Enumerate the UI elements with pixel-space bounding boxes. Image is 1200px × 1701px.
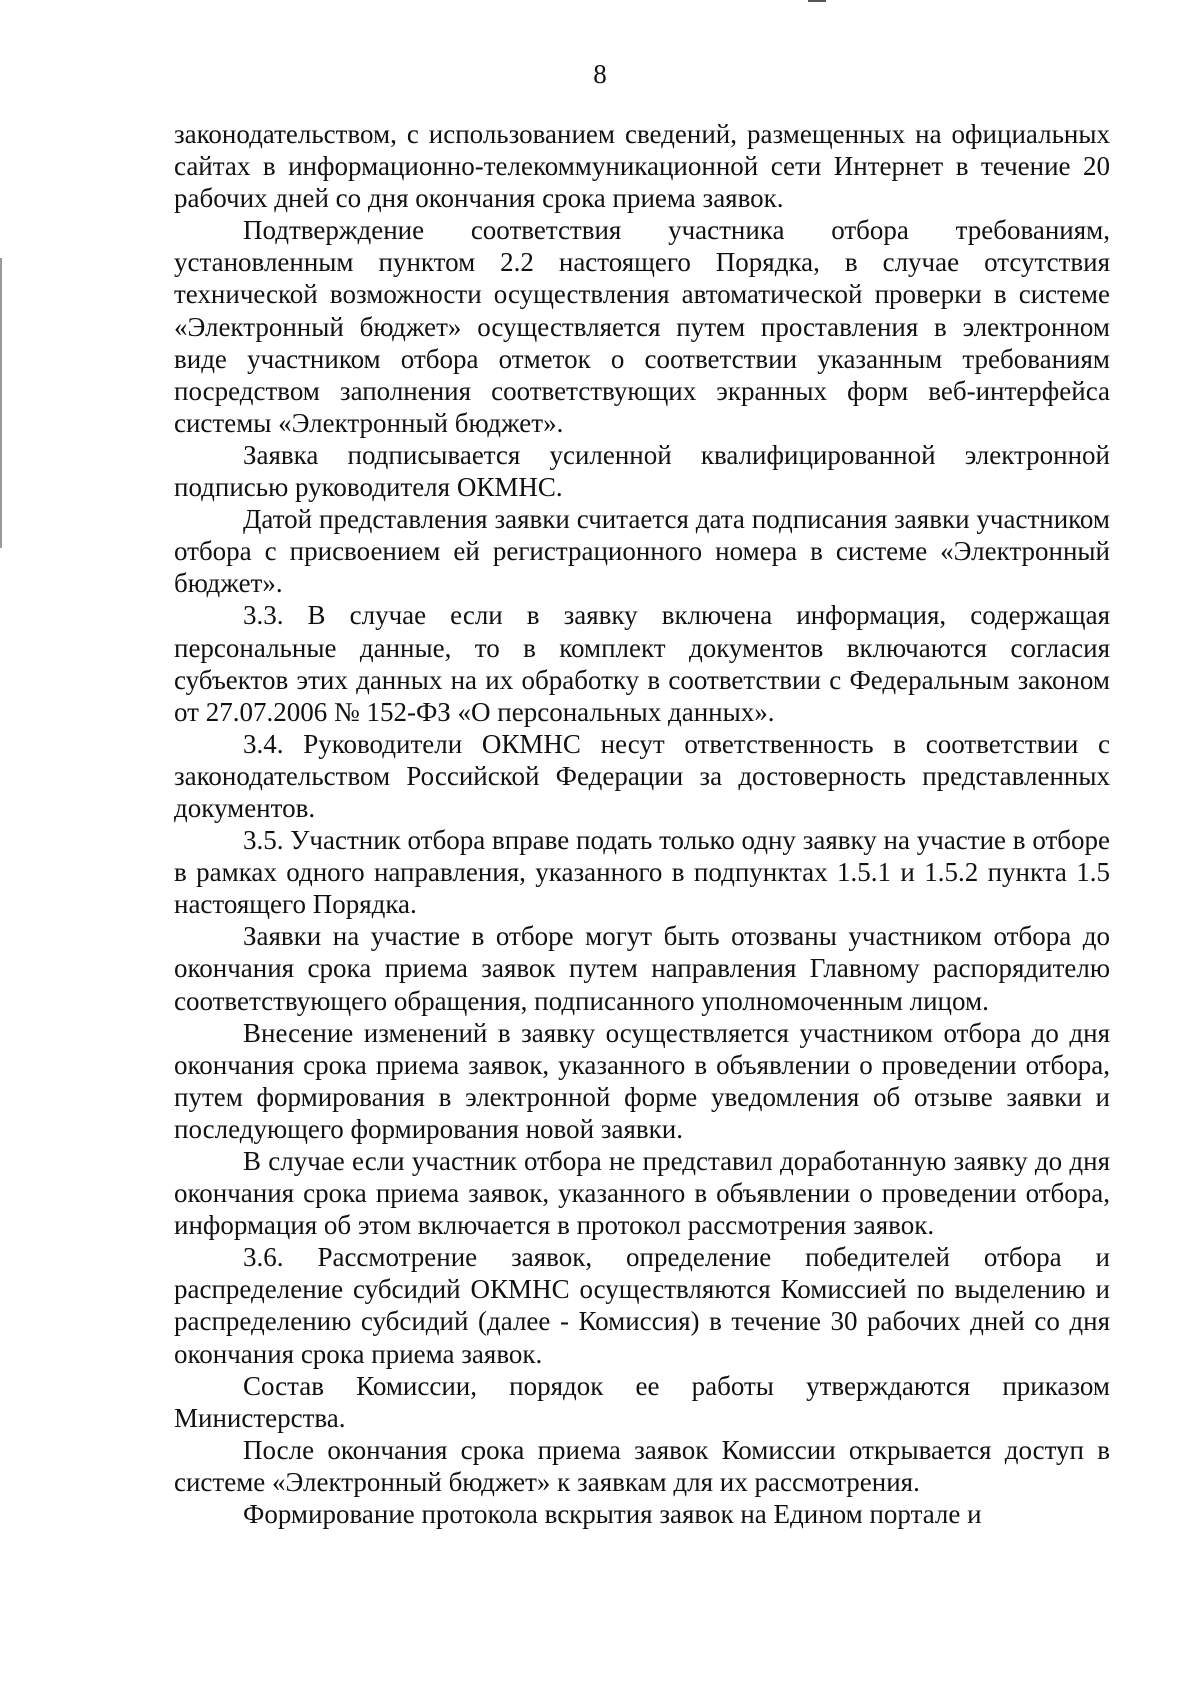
paragraph-confirmation: Подтверждение соответствия участника отбора требованиям, установленным пунктом 2.2 настоящего Порядка, в случае отсутствия технической возможности осуществления автоматической проверки в системе «Электронный бюджет» осуществляется путем проставления в электронном виде участником отбора отметок о соответствии указанным требованиям посредством заполнения соответствующих экранных форм веб-интерфейса системы «Электронный бюджет». xyxy=(174,215,1110,438)
page-number: 8 xyxy=(593,59,607,89)
paragraph-3-4: 3.4. Руководители ОКМНС несут ответственность в соответствии с законодательством Российской Федерации за достоверность представленных документов. xyxy=(174,728,1110,823)
scan-margin-line xyxy=(0,258,2,548)
document-body xyxy=(174,118,1110,1530)
paragraph-continuation: законодательством, с использованием сведений, размещенных на официальных сайтах в информационно-телекоммуникационной сети Интернет в течение 20 рабочих дней со дня окончания срока приема заявок. xyxy=(174,119,1110,214)
paragraph-amendments: Внесение изменений в заявку осуществляется участником отбора до дня окончания срока приема заявок, указанного в объявлении о проведении отбора, путем формирования в электронной форме уведомления об отзыве заявки и последующего формирования новой заявки. xyxy=(174,1017,1110,1144)
paragraph-access: После окончания срока приема заявок Комиссии открывается доступ в системе «Электронный бюджет» к заявкам для их рассмотрения. xyxy=(174,1434,1110,1497)
paragraph-3-6: 3.6. Рассмотрение заявок, определение победителей отбора и распределение субсидий ОКМНС осуществляются Комиссией по выделению и распределению субсидий (далее - Комиссия) в течение 30 рабочих дней со дня окончания срока приема заявок. xyxy=(174,1242,1110,1369)
paragraph-signature: Заявка подписывается усиленной квалифицированной электронной подписью руководителя ОКМНС. xyxy=(174,439,1110,503)
paragraph-3-3: 3.3. В случае если в заявку включена информация, содержащая персональные данные, то в комплект документов включаются согласия субъектов этих данных на их обработку в соответствии с Федеральным законом от 27.07.2006 № 152-ФЗ «О персональных данных». xyxy=(174,600,1110,727)
paragraph-protocol: Формирование протокола вскрытия заявок на Едином портале и xyxy=(243,1499,982,1530)
paragraph-withdrawal: Заявки на участие в отборе могут быть отозваны участником отбора до окончания срока приема заявок путем направления Главному распорядителю соответствующего обращения, подписанного уполномоченным лицом. xyxy=(174,921,1110,1016)
paragraph-not-submitted: В случае если участник отбора не представил доработанную заявку до дня окончания срока приема заявок, указанного в объявлении о проведении отбора, информация об этом включается в протокол рассмотрения заявок. xyxy=(174,1146,1110,1241)
paragraph-commission-composition: Состав Комиссии, порядок ее работы утверждаются приказом Министерства. xyxy=(174,1370,1110,1433)
scan-mark xyxy=(808,0,826,2)
paragraph-3-5: 3.5. Участник отбора вправе подать только одну заявку на участие в отборе в рамках одного направления, указанного в подпунктах 1.5.1 и 1.5.2 пункта 1.5 настоящего Порядка. xyxy=(174,825,1110,920)
paragraph-submission-date: Датой представления заявки считается дата подписания заявки участником отбора с присвоением ей регистрационного номера в системе «Электронный бюджет». xyxy=(174,504,1110,599)
